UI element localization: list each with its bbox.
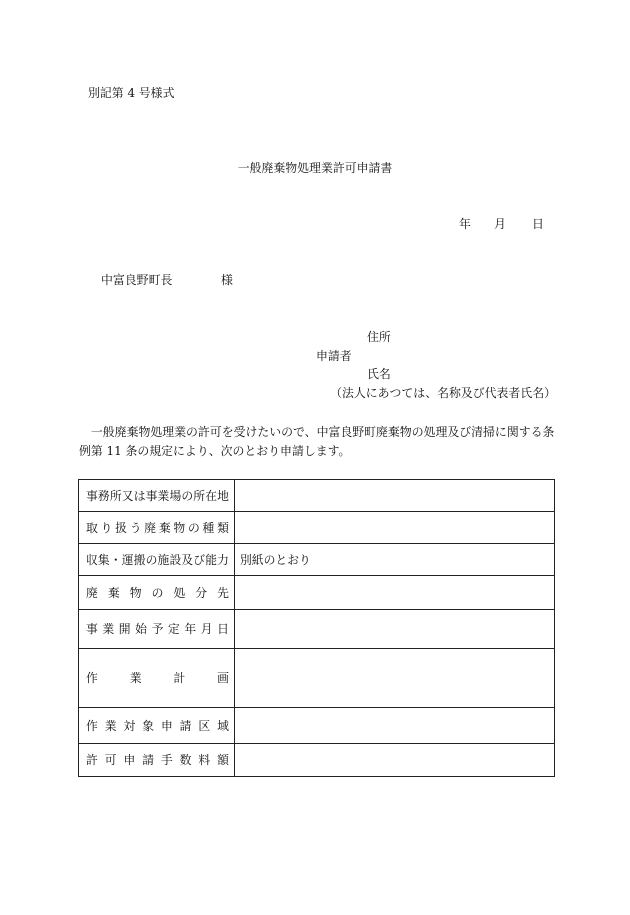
waste-type-label: 取 り 扱 う 廃 棄 物 の 種 類 xyxy=(86,520,229,535)
document-title: 一般廃棄物処理業許可申請書 xyxy=(237,161,393,175)
addressee-name: 中富良野町長 xyxy=(101,273,173,287)
service-area-label: 作 業 対 象 申 請 区 域 xyxy=(86,718,229,733)
table-label-cell xyxy=(79,610,235,648)
table-row xyxy=(79,512,554,544)
table-row xyxy=(79,576,554,610)
disposal-destination-label: 廃 棄 物 の 処 分 先 xyxy=(86,585,229,600)
facilities-capacity-value: 別紙のとおり xyxy=(240,552,311,567)
table-row xyxy=(79,649,554,708)
table-label-cell xyxy=(79,480,235,511)
addressee-honorific: 様 xyxy=(221,273,233,287)
body-text-line-2: 例第 11 条の規定により、次のとおり申請します。 xyxy=(79,444,351,458)
table-row xyxy=(79,480,554,512)
table-row xyxy=(79,544,554,576)
office-location-label: 事 務 所 又 は 事 業 場 の 所 在 地 xyxy=(86,488,229,503)
waste-type-value xyxy=(235,512,554,543)
work-plan-value xyxy=(235,649,554,707)
applicant-name-note: （法人にあつては、名称及び代表者氏名） xyxy=(330,386,556,400)
application-details-table xyxy=(78,479,555,777)
date-day-label: 日 xyxy=(532,217,544,231)
date-month-label: 月 xyxy=(494,217,506,231)
table-row xyxy=(79,744,554,776)
application-fee-value xyxy=(235,744,554,776)
facilities-capacity-label: 収 集 ・ 運 搬 の 施 設 及 び 能 力 xyxy=(86,552,229,567)
table-row xyxy=(79,610,554,649)
work-plan-label: 作 業 計 画 xyxy=(86,671,229,685)
applicant-label: 申請者 xyxy=(316,349,352,363)
body-text-line-1: 一般廃棄物処理業の許可を受けたいので、中富良野町廃棄物の処理及び清掃に関する条 xyxy=(79,425,555,439)
application-fee-label: 許 可 申 請 手 数 料 額 xyxy=(86,753,229,767)
table-label-cell xyxy=(79,649,235,707)
form-number: 別記第 4 号様式 xyxy=(88,86,175,100)
applicant-address-label: 住所 xyxy=(367,330,391,344)
date-year-label: 年 xyxy=(459,217,471,231)
table-label-cell xyxy=(79,512,235,543)
start-date-value xyxy=(235,610,554,648)
office-location-value xyxy=(235,480,554,511)
disposal-destination-value xyxy=(235,576,554,609)
applicant-name-label: 氏名 xyxy=(367,367,391,381)
table-label-cell xyxy=(79,708,235,743)
start-date-label: 事 業 開 始 予 定 年 月 日 xyxy=(86,622,229,636)
table-row xyxy=(79,708,554,744)
table-label-cell xyxy=(79,544,235,575)
table-label-cell xyxy=(79,576,235,609)
table-label-cell xyxy=(79,744,235,776)
service-area-value xyxy=(235,708,554,743)
